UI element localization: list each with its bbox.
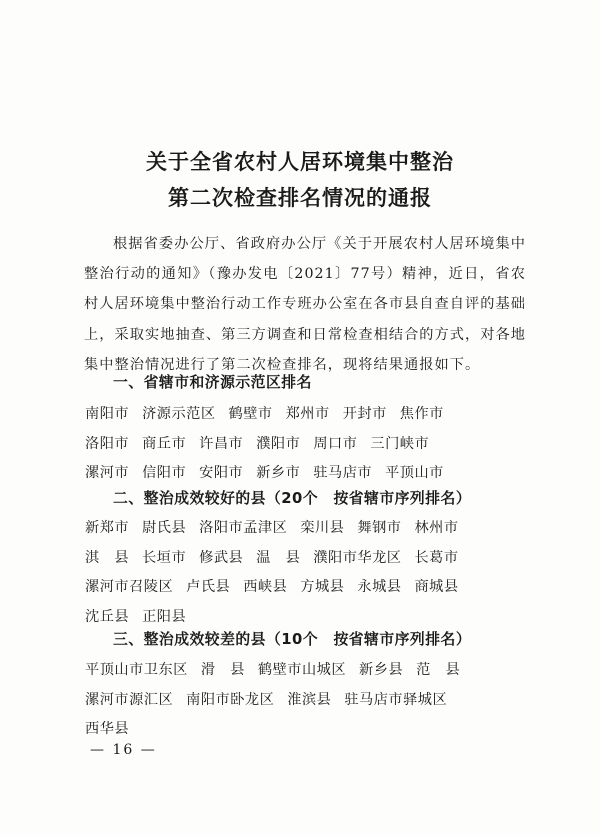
list-item: 新郑市 xyxy=(85,520,130,536)
section2-list xyxy=(85,514,535,633)
list-item: 温 县 xyxy=(256,549,301,566)
list-item: 周口市 xyxy=(313,435,358,452)
list-item: 范 县 xyxy=(416,662,461,678)
list-item: 尉氏县 xyxy=(142,520,187,536)
list-item: 沈丘县 xyxy=(85,609,130,626)
list-item: 栾川县 xyxy=(300,520,345,536)
list-item: 郑州市 xyxy=(285,406,330,422)
list-item: 济源示范区 xyxy=(142,406,216,422)
name-row xyxy=(85,715,535,745)
list-item: 驻马店市 xyxy=(313,465,373,482)
section2-heading: 二、整治成效较好的县（20个 按省辖市序列排名） xyxy=(113,490,472,507)
list-item: 三门峡市 xyxy=(370,435,430,452)
name-row xyxy=(85,459,535,489)
list-item: 漯河市 xyxy=(85,465,130,482)
name-row xyxy=(85,573,535,603)
title-line-1: 关于全省农村人居环境集中整治 xyxy=(146,150,454,174)
list-item: 滑 县 xyxy=(200,662,245,678)
list-item: 淇 县 xyxy=(85,549,130,566)
list-item: 开封市 xyxy=(342,406,387,422)
list-item: 商丘市 xyxy=(142,435,187,452)
intro-paragraph: 根据省委办公厅、省政府办公厅《关于开展农村人居环境集中整治行动的通知》（豫办发电〔2021〕77号）精神，近日，省农村人居环境集中整治行动工作专班办公室在各市县自查自评的基础上，采取实地抽查、第三方调查和日常检查相结合的方式，对各地集中整治情况进行了第二次检查排名，现将结果通报如下。 xyxy=(84,236,526,373)
list-item: 漯河市召陵区 xyxy=(85,579,174,596)
list-item: 西华县 xyxy=(85,721,130,738)
list-item: 濮阳市华龙区 xyxy=(313,549,402,566)
list-item: 修武县 xyxy=(199,549,244,566)
list-item: 舞钢市 xyxy=(357,520,402,536)
list-item: 漯河市源汇区 xyxy=(85,691,174,708)
name-row xyxy=(85,686,535,716)
list-item: 平顶山市卫东区 xyxy=(85,662,188,678)
list-item: 驻马店市驿城区 xyxy=(344,691,448,708)
list-item: 鹤壁市山城区 xyxy=(257,662,347,678)
list-item: 南阳市 xyxy=(85,406,130,422)
list-item: 洛阳市 xyxy=(85,435,130,452)
section1-heading: 一、省辖市和济源示范区排名 xyxy=(113,374,312,391)
list-item: 新乡市 xyxy=(256,465,301,482)
section1-list xyxy=(85,400,535,489)
list-item: 濮阳市 xyxy=(256,435,301,452)
list-item: 方城县 xyxy=(300,579,345,596)
list-item: 南阳市卧龙区 xyxy=(186,691,275,708)
list-item: 正阳县 xyxy=(142,609,187,626)
list-item: 西峡县 xyxy=(243,579,288,596)
name-row xyxy=(85,656,535,686)
list-item: 长葛市 xyxy=(414,549,459,566)
list-item: 林州市 xyxy=(414,520,459,536)
list-item: 长垣市 xyxy=(142,549,187,566)
list-item: 商城县 xyxy=(414,579,459,596)
list-item: 安阳市 xyxy=(199,465,244,482)
page-number: — 16 — xyxy=(90,742,157,758)
section3-list xyxy=(85,656,535,745)
name-row xyxy=(85,400,535,430)
list-item: 鹤壁市 xyxy=(228,406,273,422)
list-item: 许昌市 xyxy=(199,435,244,452)
list-item: 卢氏县 xyxy=(186,579,231,596)
section3-heading: 三、整治成效较差的县（10个 按省辖市序列排名） xyxy=(113,631,472,648)
list-item: 永城县 xyxy=(357,579,402,596)
list-item: 平顶山市 xyxy=(385,465,444,482)
list-item: 信阳市 xyxy=(142,465,187,482)
title-line-2: 第二次检查排名情况的通报 xyxy=(168,186,432,210)
name-row xyxy=(85,514,535,544)
list-item: 洛阳市孟津区 xyxy=(199,520,288,536)
list-item: 焦作市 xyxy=(399,406,444,422)
list-item: 淮滨县 xyxy=(287,691,332,708)
name-row xyxy=(85,430,535,460)
list-item: 新乡县 xyxy=(359,662,404,678)
name-row xyxy=(85,544,535,574)
